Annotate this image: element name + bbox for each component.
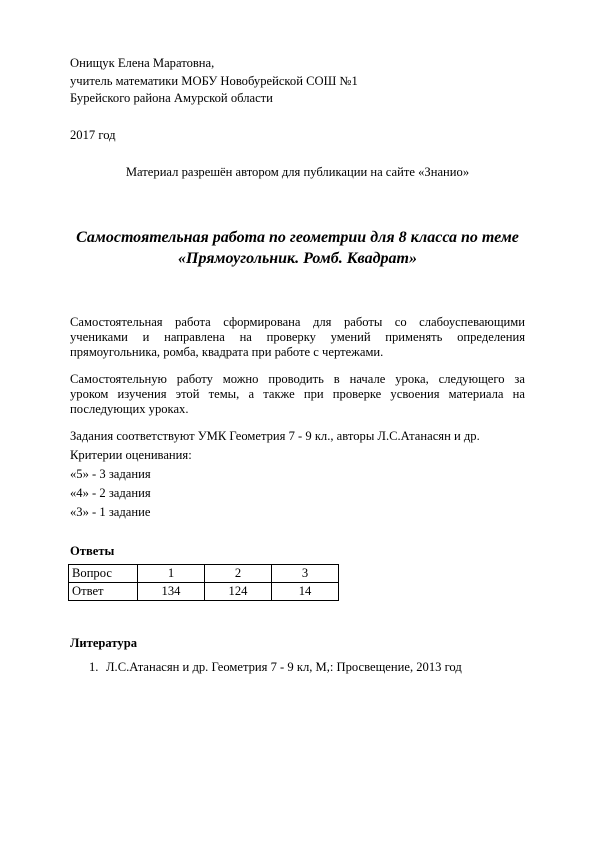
table-cell: 3 [272, 565, 339, 583]
year: 2017 год [70, 128, 116, 142]
table-cell: Ответ [69, 583, 138, 601]
table-cell: Вопрос [69, 565, 138, 583]
table-cell: 1 [138, 565, 205, 583]
criteria-item: «4» - 2 задания [70, 486, 151, 500]
table-cell: 2 [205, 565, 272, 583]
umk-note: Задания соответствуют УМК Геометрия 7 - 9 кл., авторы Л.С.Атанасян и др. [70, 429, 480, 443]
criteria-item: «5» - 3 задания [70, 467, 151, 481]
paragraph-purpose [70, 315, 525, 360]
table-cell: 134 [138, 583, 205, 601]
author-position: учитель математики МОБУ Новобурейской СОШ №1 [70, 74, 358, 88]
table-cell: 14 [272, 583, 339, 601]
page-title-line-2: «Прямоугольник. Ромб. Квадрат» [178, 250, 417, 267]
author-district: Бурейского района Амурской области [70, 91, 273, 105]
paragraph-line: Самостоятельная работа сформирована для работы со слабоуспевающими [70, 315, 525, 329]
criteria-item: «3» - 1 задание [70, 505, 151, 519]
author-name: Онищук Елена Маратовна, [70, 56, 215, 70]
criteria-label: Критерии оценивания: [70, 448, 192, 462]
literature-heading: Литература [70, 636, 138, 650]
page-title-line-1: Самостоятельная работа по геометрии для 8 класса по теме [76, 229, 519, 246]
list-item-text: Л.С.Атанасян и др. Геометрия 7 - 9 кл, М,: Просвещение, 2013 год [106, 660, 462, 674]
table-row [69, 583, 339, 601]
paragraph-line: прямоугольника, ромба, квадрата при работе с чертежами. [70, 345, 384, 359]
paragraph-line: последующих уроках. [70, 402, 189, 416]
table-row [69, 565, 339, 583]
table-cell: 124 [205, 583, 272, 601]
paragraph-line: Самостоятельную работу можно проводить в начале урока, следующего за [70, 372, 525, 386]
answers-heading: Ответы [70, 544, 115, 558]
list-item-number: 1. [89, 660, 99, 674]
answers-table [68, 564, 339, 601]
paragraph-line: уроком изучения этой темы, а также при проверке усвоения материала на [70, 387, 525, 401]
paragraph-line: учениками и направлена на проверку умений применять определения [70, 330, 525, 344]
permission-note: Материал разрешён автором для публикации на сайте «Знанио» [125, 165, 470, 179]
paragraph-usage [70, 372, 525, 417]
